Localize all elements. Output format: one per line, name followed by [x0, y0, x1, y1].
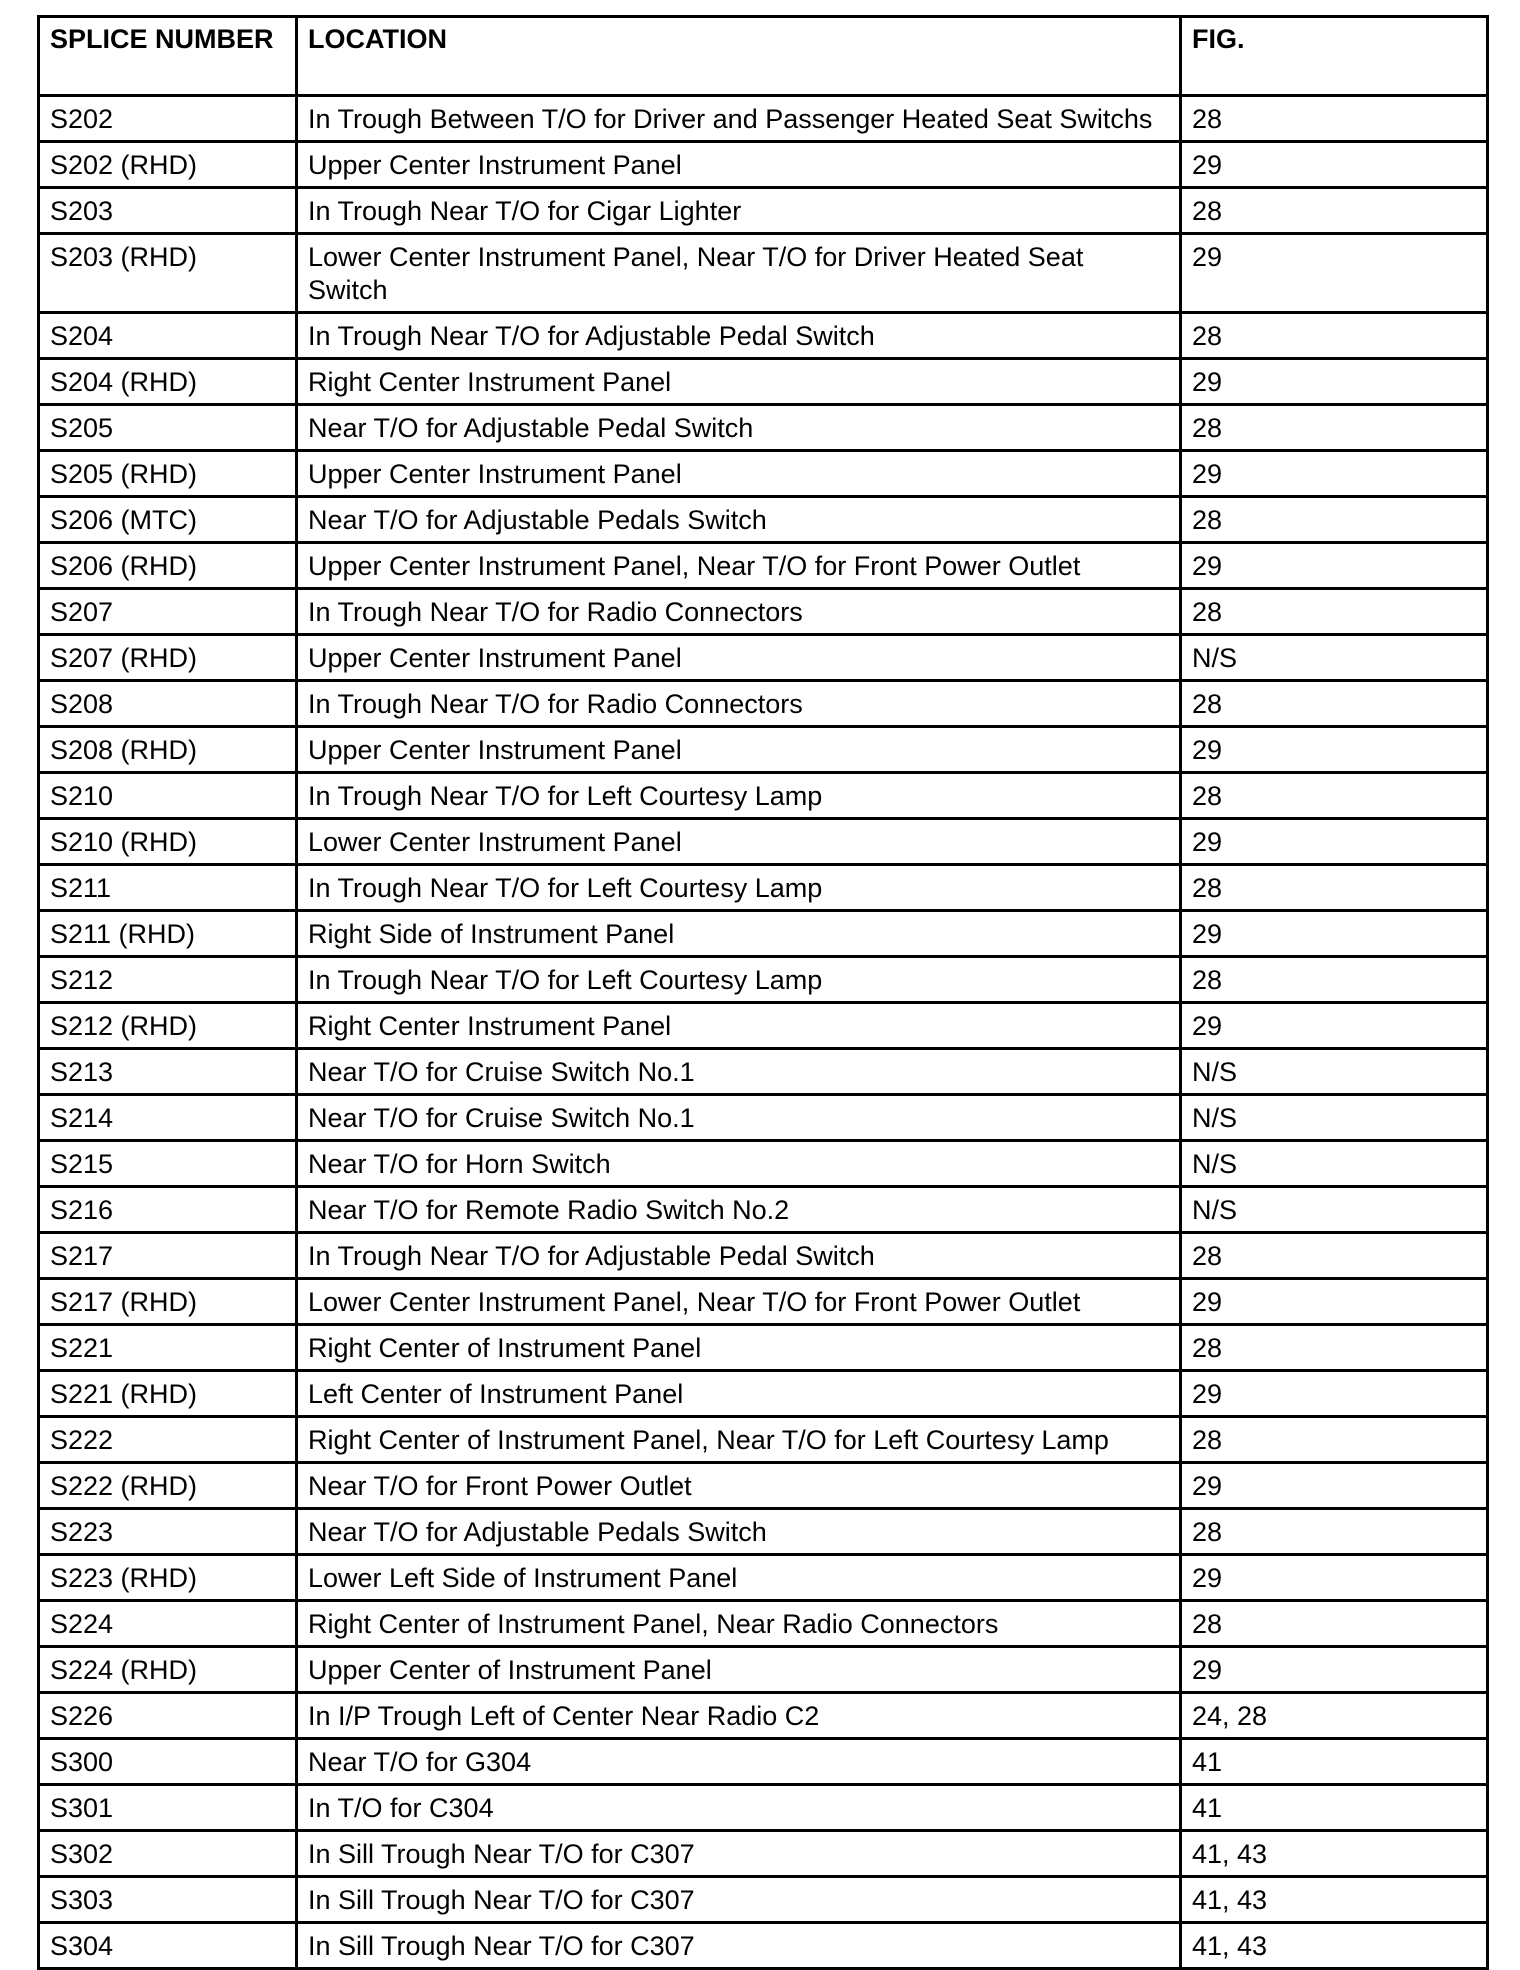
cell-fig: 28 [1181, 1325, 1488, 1371]
cell-location: In Sill Trough Near T/O for C307 [297, 1923, 1181, 1969]
cell-location: In Trough Near T/O for Left Courtesy Lamp [297, 865, 1181, 911]
table-row [39, 1417, 1488, 1463]
cell-fig: 28 [1181, 589, 1488, 635]
cell-fig: 29 [1181, 911, 1488, 957]
cell-splice-number: S208 [39, 681, 297, 727]
table-row [39, 1279, 1488, 1325]
cell-splice-number: S205 [39, 405, 297, 451]
cell-splice-number: S304 [39, 1923, 297, 1969]
cell-location: Upper Center Instrument Panel [297, 451, 1181, 497]
cell-fig: 28 [1181, 1509, 1488, 1555]
table-row [39, 142, 1488, 188]
cell-splice-number: S215 [39, 1141, 297, 1187]
cell-fig: 28 [1181, 497, 1488, 543]
cell-location: Near T/O for Remote Radio Switch No.2 [297, 1187, 1181, 1233]
cell-fig: 28 [1181, 681, 1488, 727]
cell-splice-number: S204 [39, 313, 297, 359]
cell-location: In Trough Near T/O for Adjustable Pedal Switch [297, 313, 1181, 359]
table-row [39, 681, 1488, 727]
table-row [39, 773, 1488, 819]
cell-fig: 29 [1181, 1555, 1488, 1601]
cell-fig: 29 [1181, 359, 1488, 405]
cell-splice-number: S214 [39, 1095, 297, 1141]
cell-splice-number: S205 (RHD) [39, 451, 297, 497]
cell-location: Near T/O for G304 [297, 1739, 1181, 1785]
table-row [39, 1693, 1488, 1739]
cell-location: Right Center of Instrument Panel, Near Radio Connectors [297, 1601, 1181, 1647]
cell-fig: 28 [1181, 773, 1488, 819]
table-row [39, 313, 1488, 359]
cell-location: Right Center Instrument Panel [297, 359, 1181, 405]
cell-splice-number: S208 (RHD) [39, 727, 297, 773]
table-row [39, 1003, 1488, 1049]
cell-fig: 29 [1181, 142, 1488, 188]
cell-fig: 28 [1181, 1233, 1488, 1279]
cell-fig: N/S [1181, 1187, 1488, 1233]
cell-splice-number: S207 [39, 589, 297, 635]
header-splice-number: SPLICE NUMBER [39, 17, 297, 96]
cell-splice-number: S203 (RHD) [39, 234, 297, 313]
table-row [39, 1647, 1488, 1693]
cell-location: Right Center of Instrument Panel, Near T/O for Left Courtesy Lamp [297, 1417, 1181, 1463]
table-row [39, 727, 1488, 773]
cell-fig: 29 [1181, 1463, 1488, 1509]
cell-splice-number: S204 (RHD) [39, 359, 297, 405]
cell-location: In Trough Near T/O for Radio Connectors [297, 589, 1181, 635]
cell-splice-number: S213 [39, 1049, 297, 1095]
table-body [39, 96, 1488, 1969]
cell-location: Near T/O for Adjustable Pedal Switch [297, 405, 1181, 451]
cell-fig: 29 [1181, 543, 1488, 589]
cell-splice-number: S211 (RHD) [39, 911, 297, 957]
table-row [39, 589, 1488, 635]
cell-fig: 41, 43 [1181, 1831, 1488, 1877]
cell-fig: 29 [1181, 451, 1488, 497]
cell-splice-number: S203 [39, 188, 297, 234]
table-row [39, 1831, 1488, 1877]
cell-fig: 28 [1181, 1601, 1488, 1647]
table-row [39, 1877, 1488, 1923]
cell-splice-number: S207 (RHD) [39, 635, 297, 681]
table-row [39, 1233, 1488, 1279]
cell-fig: 41, 43 [1181, 1923, 1488, 1969]
cell-splice-number: S202 [39, 96, 297, 142]
cell-fig: N/S [1181, 635, 1488, 681]
cell-fig: N/S [1181, 1141, 1488, 1187]
table-row [39, 1049, 1488, 1095]
cell-splice-number: S301 [39, 1785, 297, 1831]
cell-location: Near T/O for Horn Switch [297, 1141, 1181, 1187]
table-row [39, 543, 1488, 589]
cell-splice-number: S224 (RHD) [39, 1647, 297, 1693]
cell-fig: 28 [1181, 313, 1488, 359]
cell-fig: 28 [1181, 188, 1488, 234]
header-location: LOCATION [297, 17, 1181, 96]
cell-location: Near T/O for Adjustable Pedals Switch [297, 1509, 1181, 1555]
cell-splice-number: S222 [39, 1417, 297, 1463]
cell-splice-number: S226 [39, 1693, 297, 1739]
cell-location: Near T/O for Cruise Switch No.1 [297, 1095, 1181, 1141]
table-row [39, 865, 1488, 911]
table-row [39, 497, 1488, 543]
cell-location: In Trough Between T/O for Driver and Passenger Heated Seat Switchs [297, 96, 1181, 142]
cell-fig: 29 [1181, 727, 1488, 773]
cell-location: In Trough Near T/O for Cigar Lighter [297, 188, 1181, 234]
cell-location: In T/O for C304 [297, 1785, 1181, 1831]
cell-splice-number: S300 [39, 1739, 297, 1785]
cell-location: Lower Left Side of Instrument Panel [297, 1555, 1181, 1601]
cell-fig: N/S [1181, 1095, 1488, 1141]
cell-location: Right Center of Instrument Panel [297, 1325, 1181, 1371]
table-row [39, 1785, 1488, 1831]
cell-splice-number: S224 [39, 1601, 297, 1647]
cell-splice-number: S216 [39, 1187, 297, 1233]
cell-location: Upper Center Instrument Panel [297, 727, 1181, 773]
cell-splice-number: S206 (RHD) [39, 543, 297, 589]
cell-fig: 29 [1181, 1371, 1488, 1417]
cell-fig: 41 [1181, 1739, 1488, 1785]
table-row [39, 1463, 1488, 1509]
table-row [39, 1509, 1488, 1555]
cell-location: Upper Center Instrument Panel [297, 635, 1181, 681]
cell-splice-number: S212 (RHD) [39, 1003, 297, 1049]
table-row [39, 1739, 1488, 1785]
cell-location: Right Center Instrument Panel [297, 1003, 1181, 1049]
cell-location: Upper Center of Instrument Panel [297, 1647, 1181, 1693]
cell-location: Left Center of Instrument Panel [297, 1371, 1181, 1417]
cell-location: Upper Center Instrument Panel [297, 142, 1181, 188]
table-row [39, 234, 1488, 313]
cell-splice-number: S210 (RHD) [39, 819, 297, 865]
table-row [39, 405, 1488, 451]
table-row [39, 957, 1488, 1003]
cell-location: In I/P Trough Left of Center Near Radio C2 [297, 1693, 1181, 1739]
table-row [39, 911, 1488, 957]
cell-fig: 29 [1181, 234, 1488, 313]
cell-location: Lower Center Instrument Panel [297, 819, 1181, 865]
cell-splice-number: S210 [39, 773, 297, 819]
cell-fig: 28 [1181, 405, 1488, 451]
cell-location: In Trough Near T/O for Adjustable Pedal Switch [297, 1233, 1181, 1279]
cell-fig: 28 [1181, 96, 1488, 142]
cell-splice-number: S221 (RHD) [39, 1371, 297, 1417]
table-row [39, 1325, 1488, 1371]
cell-location: In Sill Trough Near T/O for C307 [297, 1831, 1181, 1877]
table-row [39, 819, 1488, 865]
cell-fig: 24, 28 [1181, 1693, 1488, 1739]
cell-fig: 28 [1181, 1417, 1488, 1463]
cell-fig: 28 [1181, 865, 1488, 911]
cell-location: In Trough Near T/O for Left Courtesy Lamp [297, 773, 1181, 819]
cell-location: Right Side of Instrument Panel [297, 911, 1181, 957]
cell-location: Near T/O for Front Power Outlet [297, 1463, 1181, 1509]
cell-splice-number: S223 [39, 1509, 297, 1555]
cell-location: Lower Center Instrument Panel, Near T/O for Front Power Outlet [297, 1279, 1181, 1325]
cell-fig: 41, 43 [1181, 1877, 1488, 1923]
cell-location: In Trough Near T/O for Left Courtesy Lamp [297, 957, 1181, 1003]
table-row [39, 1371, 1488, 1417]
table-row [39, 451, 1488, 497]
table-row [39, 1923, 1488, 1969]
cell-splice-number: S211 [39, 865, 297, 911]
table-row [39, 1141, 1488, 1187]
cell-splice-number: S206 (MTC) [39, 497, 297, 543]
cell-splice-number: S217 [39, 1233, 297, 1279]
cell-location: In Trough Near T/O for Radio Connectors [297, 681, 1181, 727]
cell-fig: N/S [1181, 1049, 1488, 1095]
cell-splice-number: S212 [39, 957, 297, 1003]
table-row [39, 188, 1488, 234]
table-row [39, 96, 1488, 142]
cell-splice-number: S223 (RHD) [39, 1555, 297, 1601]
cell-fig: 29 [1181, 1003, 1488, 1049]
table-row [39, 1555, 1488, 1601]
cell-splice-number: S303 [39, 1877, 297, 1923]
cell-fig: 29 [1181, 1647, 1488, 1693]
table-row [39, 359, 1488, 405]
splice-location-table [37, 15, 1489, 1970]
table-row [39, 1601, 1488, 1647]
cell-splice-number: S202 (RHD) [39, 142, 297, 188]
cell-fig: 41 [1181, 1785, 1488, 1831]
cell-splice-number: S221 [39, 1325, 297, 1371]
cell-splice-number: S302 [39, 1831, 297, 1877]
cell-location: Lower Center Instrument Panel, Near T/O for Driver Heated Seat Switch [297, 234, 1181, 313]
header-fig: FIG. [1181, 17, 1488, 96]
cell-location: Near T/O for Cruise Switch No.1 [297, 1049, 1181, 1095]
cell-fig: 29 [1181, 819, 1488, 865]
cell-splice-number: S217 (RHD) [39, 1279, 297, 1325]
cell-location: Near T/O for Adjustable Pedals Switch [297, 497, 1181, 543]
table-row [39, 1187, 1488, 1233]
cell-fig: 28 [1181, 957, 1488, 1003]
cell-splice-number: S222 (RHD) [39, 1463, 297, 1509]
table-header-row [39, 17, 1488, 96]
cell-location: Upper Center Instrument Panel, Near T/O for Front Power Outlet [297, 543, 1181, 589]
cell-location: In Sill Trough Near T/O for C307 [297, 1877, 1181, 1923]
cell-fig: 29 [1181, 1279, 1488, 1325]
table-row [39, 635, 1488, 681]
table-row [39, 1095, 1488, 1141]
